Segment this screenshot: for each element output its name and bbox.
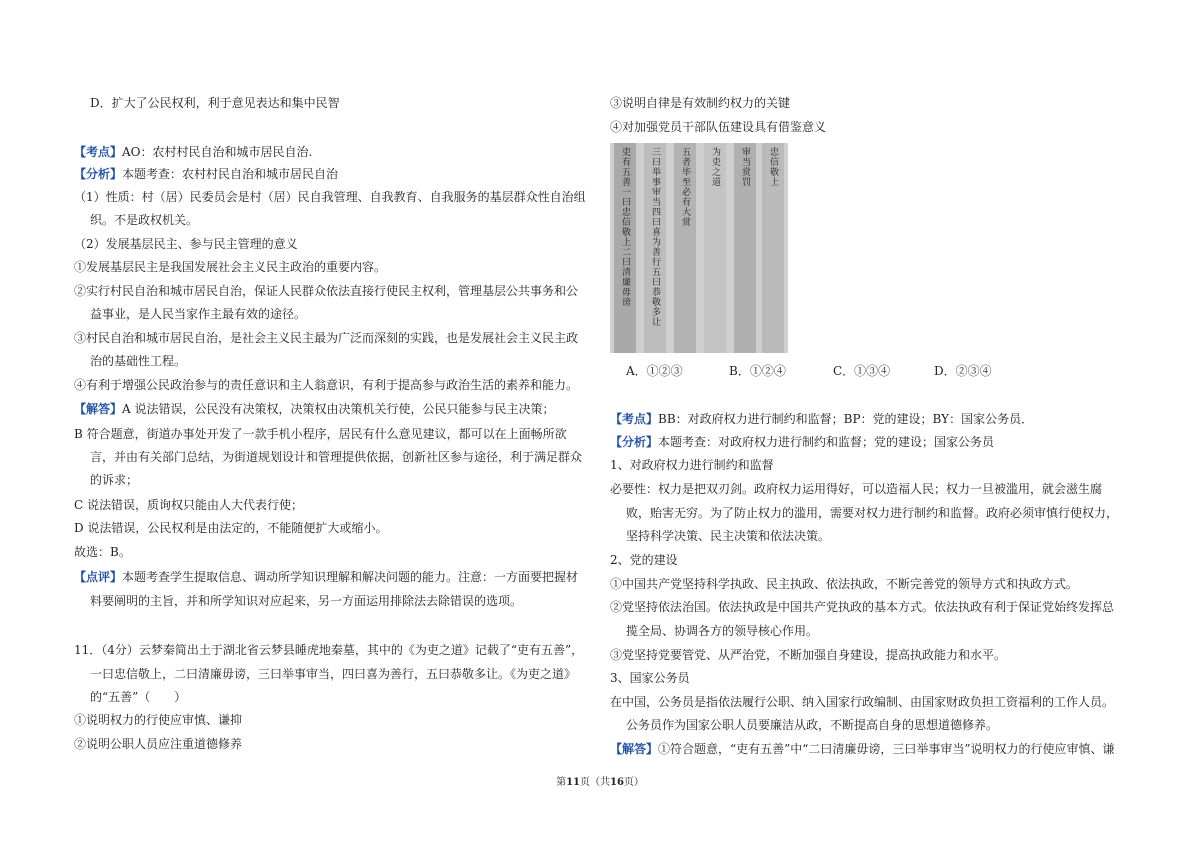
- significance-2b: 益事业，是人民当家作主最有效的途径。: [90, 307, 307, 321]
- significance-4: ④有利于增强公民政治参与的责任意识和主人翁意识，有利于提高参与政治生活的素养和能力。: [74, 378, 579, 392]
- r-fenxi-text: 本题考查：对政府权力进行制约和监督；党的建设；国家公务员: [658, 435, 995, 449]
- jieda-block: [74, 401, 555, 417]
- answer-choice: 故选：B。: [74, 545, 131, 559]
- slip-text: 忠信敬上: [768, 147, 778, 187]
- heading-2: 2、党的建设: [610, 553, 678, 567]
- para-2: （2）发展基层民主、参与民主管理的意义: [74, 237, 298, 251]
- answer-d: D 说法错误，公民权利是由法定的，不能随便扩大或缩小。: [74, 521, 388, 535]
- kaodian-text: AO：农村村民自治和城市居民自治.: [122, 145, 313, 159]
- r-jieda-tag: 【解答】: [610, 742, 659, 756]
- question-11-item-1: ①说明权力的行使应审慎、谦抑: [74, 713, 243, 727]
- necessity-2: 败，贻害无穷。为了防止权力的滥用，需要对权力进行制约和监督。政府必须审慎行使权力，: [626, 506, 1119, 520]
- kaodian-block: [74, 144, 312, 160]
- bamboo-slip: [734, 143, 756, 353]
- r-kaodian-tag: 【考点】: [610, 412, 659, 426]
- fenxi-block: [74, 166, 338, 182]
- bamboo-slip: [674, 143, 696, 353]
- r-fenxi-block: [610, 434, 994, 450]
- option-d: D．②③④: [934, 364, 992, 378]
- necessity-3: 坚持科学决策、民主决策和依法决策。: [626, 529, 831, 543]
- question-11-line-2: 一曰忠信敬上，二曰清廉毋谤，三曰举事审当，四曰喜为善行，五曰恭敬多让。《为吏之道》: [90, 667, 577, 681]
- question-11-item-3: ③说明自律是有效制约权力的关键: [610, 96, 791, 110]
- slip-text: 三曰举事审当四曰喜为善行五曰恭敬多让: [650, 147, 660, 327]
- option-d-prev: D．扩大了公民权利，利于意见表达和集中民智: [90, 96, 340, 110]
- fenxi-tag: 【分析】: [74, 167, 123, 181]
- party-2a: ②党坚持依法治国。依法执政是中国共产党执政的基本方式。依法执政有利于保证党始终发挥总: [610, 600, 1115, 614]
- bamboo-slip: [762, 143, 784, 353]
- footer-total-pages: 16: [610, 777, 624, 788]
- party-3: ③党坚持党要管党、从严治党，不断加强自身建设，提高执政能力和水平。: [610, 648, 1007, 662]
- page-footer: [0, 777, 1200, 789]
- question-11-item-2: ②说明公职人员应注重道德修养: [74, 737, 243, 751]
- bamboo-slip: [704, 143, 726, 353]
- option-b: B．①②④: [729, 364, 786, 378]
- para-1a: （1）性质：村（居）民委员会是村（居）民自我管理、自我教育、自我服务的基层群众性自治组: [74, 190, 586, 204]
- answer-c: C 说法错误，质询权只能由人大代表行使；: [74, 498, 303, 512]
- slip-text: 五者毕至必有大赏: [680, 147, 690, 227]
- option-c: C．①③④: [833, 364, 891, 378]
- heading-3: 3、国家公务员: [610, 671, 690, 685]
- dianping-text-1: 本题考查学生提取信息、调动所学知识理解和解决问题的能力。注意：一方面要把握材: [122, 570, 579, 584]
- answer-b-2: 言，并由有关部门总结，为街道规划设计和管理提供依据，创新社区参与途径，利于满足群众: [90, 450, 583, 464]
- r-kaodian-block: [610, 411, 1033, 427]
- significance-1: ①发展基层民主是我国发展社会主义民主政治的重要内容。: [74, 260, 387, 274]
- question-11-line-1: 11．（4分）云梦秦简出土于湖北省云梦县睡虎地秦墓，其中的《为吏之道》记载了“吏有五善”，: [74, 643, 584, 657]
- kaodian-tag: 【考点】: [74, 145, 123, 159]
- fenxi-text: 本题考查：农村村民自治和城市居民自治: [122, 167, 339, 181]
- bamboo-slip: [614, 143, 636, 353]
- option-a: A．①②③: [626, 364, 683, 378]
- slip-text: 审当赏罚: [740, 147, 750, 187]
- necessity-1: 必要性：权力是把双刃剑。政府权力运用得好，可以造福人民；权力一旦被滥用，就会滋生腐: [610, 482, 1103, 496]
- r-kaodian-text: BB：对政府权力进行制约和监督；BP：党的建设；BY：国家公务员．: [658, 412, 1034, 426]
- bamboo-slips-photo: [610, 143, 788, 353]
- answer-b-3: 的诉求；: [90, 473, 139, 487]
- slip-text: 吏有五善一曰忠信敬上二曰清廉毋谤: [620, 147, 630, 307]
- question-11-line-3: 的“五善”（ ）: [90, 690, 187, 704]
- slip-text: 为吏之道: [710, 147, 720, 187]
- jieda-a: A 说法错误，公民没有决策权，决策权由决策机关行使，公民只能参与民主决策；: [122, 402, 555, 416]
- dianping-block: [74, 569, 578, 585]
- party-2b: 揽全局、协调各方的领导核心作用。: [626, 624, 819, 638]
- r-fenxi-tag: 【分析】: [610, 435, 659, 449]
- dianping-text-2: 料要阐明的主旨，并和所学知识对应起来，另一方面运用排除法去除错误的选项。: [90, 594, 523, 608]
- footer-mid: 页（共: [580, 777, 610, 788]
- dianping-tag: 【点评】: [74, 570, 123, 584]
- footer-pre: 第: [556, 777, 567, 788]
- heading-1: 1、对政府权力进行制约和监督: [610, 458, 774, 472]
- significance-3b: 治的基础性工程。: [90, 354, 187, 368]
- question-11-item-4: ④对加强党员干部队伍建设具有借鉴意义: [610, 120, 827, 134]
- r-jieda-text: ①符合题意，“吏有五善”中“二曰清廉毋谤，三曰举事审当”说明权力的行使应审慎、谦: [658, 742, 1115, 756]
- servant-1: 在中国，公务员是指依法履行公职、纳入国家行政编制、由国家财政负担工资福利的工作人员。: [610, 695, 1115, 709]
- significance-2a: ②实行村民自治和城市居民自治，保证人民群众依法直接行使民主权利，管理基层公共事务和公: [74, 284, 579, 298]
- bamboo-slip: [644, 143, 666, 353]
- answer-b-1: B 符合题意，街道办事处开发了一款手机小程序，居民有什么意见建议，都可以在上面畅所欲: [74, 427, 567, 441]
- r-jieda-block: [610, 741, 1115, 757]
- servant-2: 公务员作为国家公职人员要廉洁从政，不断提高自身的思想道德修养。: [626, 718, 999, 732]
- significance-3a: ③村民自治和城市居民自治，是社会主义民主最为广泛而深刻的实践，也是发展社会主义民主政: [74, 331, 579, 345]
- para-1b: 织。不是政权机关。: [90, 213, 199, 227]
- jieda-tag: 【解答】: [74, 402, 123, 416]
- footer-post: 页）: [623, 777, 644, 788]
- footer-page-number: 11: [566, 777, 580, 788]
- party-1: ①中国共产党坚持科学执政、民主执政、依法执政，不断完善党的领导方式和执政方式。: [610, 577, 1079, 591]
